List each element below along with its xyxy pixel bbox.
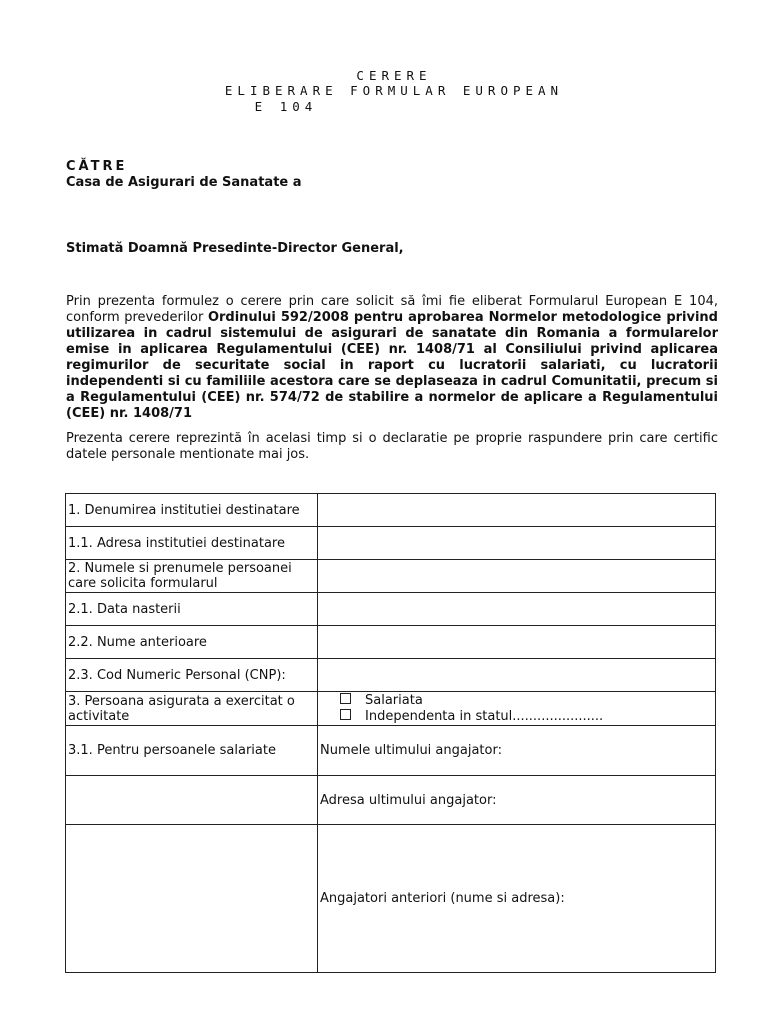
form-label: 1.1. Adresa institutiei destinatare xyxy=(66,527,318,560)
form-label: 2.3. Cod Numeric Personal (CNP): xyxy=(66,659,318,692)
form-label: 1. Denumirea institutiei destinatare xyxy=(66,494,318,527)
institution-address-field[interactable] xyxy=(318,527,716,560)
form-row xyxy=(66,659,716,692)
form-row xyxy=(66,494,716,527)
form-row xyxy=(66,560,716,593)
form-row xyxy=(66,692,716,726)
previous-employers-field[interactable]: Angajatori anteriori (nume si adresa): xyxy=(318,825,716,973)
declaration-paragraph: Prezenta cerere reprezintă în acelasi timp si o declaratie pe proprie raspundere prin care certific datele personale mentionate mai jos. xyxy=(66,431,718,462)
form-label: 3. Persoana asigurata a exercitat o activitate xyxy=(66,692,318,726)
intro-legal-reference: Ordinului 592/2008 pentru aprobarea Normelor metodologice privind utilizarea in cadrul sistemului de asigurari de sanatate din Romania a formularelor emise in aplicarea Regulamentului (CEE) nr. 1408/71 al Consiliului privind aplicarea regimurilor de securitate social in raport cu lucratorii salariati, cu lucratorii independenti si cu familiile acestora care se deplaseaza in cadrul Comunitatii, precum si a Regulamentului (CEE) nr. 574/72 de stabilire a normelor de aplicare a Regulamentului (CEE) nr. 1408/71 xyxy=(66,310,718,421)
form-label: 2. Numele si prenumele persoanei care solicita formularul xyxy=(66,560,318,593)
checkbox-icon[interactable] xyxy=(340,709,351,720)
applicant-name-field[interactable] xyxy=(318,560,716,593)
empty-label-cell xyxy=(66,825,318,973)
form-row xyxy=(66,726,716,776)
activity-option-label: Independenta in statul...................... xyxy=(365,708,604,724)
form-label: 2.2. Nume anterioare xyxy=(66,626,318,659)
intro-paragraph xyxy=(66,294,718,422)
checkbox-icon[interactable] xyxy=(340,693,351,704)
document-title-line3: E 104 xyxy=(254,99,318,114)
form-row xyxy=(66,776,716,825)
recipient-label: CĂTRE xyxy=(66,159,128,174)
form-row xyxy=(66,825,716,973)
intro-text: Prin prezenta formulez o cerere prin care solicit să îmi fie eliberat Formularul European E 104, conform prevederilor xyxy=(66,294,718,325)
previous-names-field[interactable] xyxy=(318,626,716,659)
recipient-institution: Casa de Asigurari de Sanatate a xyxy=(66,175,302,190)
cnp-field[interactable] xyxy=(318,659,716,692)
empty-label-cell xyxy=(66,776,318,825)
salutation: Stimată Doamnă Presedinte-Director General, xyxy=(66,241,404,256)
activity-option[interactable] xyxy=(320,709,713,725)
activity-options xyxy=(318,692,716,726)
activity-option-label: Salariata xyxy=(365,692,423,708)
form-row xyxy=(66,527,716,560)
form-row xyxy=(66,593,716,626)
document-title-line1: CERERE xyxy=(356,68,432,83)
form-label: 3.1. Pentru persoanele salariate xyxy=(66,726,318,776)
form-label: 2.1. Data nasterii xyxy=(66,593,318,626)
activity-option[interactable] xyxy=(320,693,713,709)
last-employer-name-field[interactable]: Numele ultimului angajator: xyxy=(318,726,716,776)
form-row xyxy=(66,626,716,659)
last-employer-address-field[interactable]: Adresa ultimului angajator: xyxy=(318,776,716,825)
birth-date-field[interactable] xyxy=(318,593,716,626)
document-title-line2: ELIBERARE FORMULAR EUROPEAN xyxy=(224,83,564,98)
application-form-table xyxy=(65,493,716,973)
institution-name-field[interactable] xyxy=(318,494,716,527)
